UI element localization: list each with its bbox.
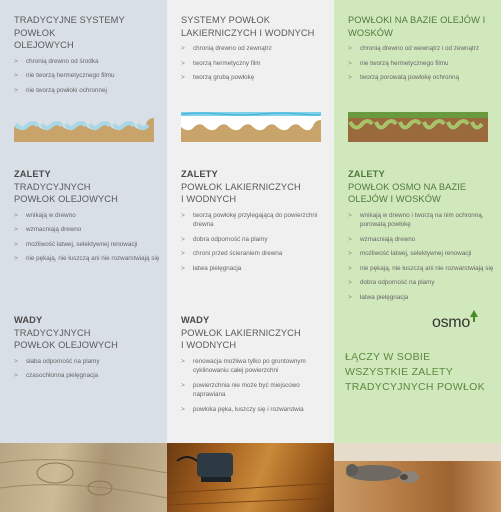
list-item: > tworzą hermetyczny film	[181, 59, 328, 69]
column-osmo-oil-wax	[334, 0, 501, 512]
photo-floor-sander	[167, 443, 334, 512]
tree-icon	[469, 310, 479, 322]
list-item: > renowacja możliwa tylko po gruntownym cyklinowaniu całej powierzchni	[181, 357, 328, 376]
list-item: > wnikają w drewno i tworzą na nim ochronną, porowatą powłokę	[348, 211, 495, 230]
list-item: > czasochłonna pielęgnacja	[14, 371, 161, 381]
list-item: > wnikają w drewno	[14, 211, 161, 221]
osmo-logo	[432, 314, 470, 332]
photo-cat-on-floor	[334, 443, 501, 512]
list-item: > nie pękają, nie łuszczą ani nie rozwarstwiają się	[14, 254, 161, 264]
list-item: > chronią drewno od środka	[14, 57, 161, 67]
col1-advantages	[14, 168, 161, 269]
list-item: > dobra odporność na plamy	[181, 235, 328, 245]
tagline: ŁĄCZY W SOBIE WSZYSTKIE ZALETY TRADYCYJNYCH POWŁOK	[345, 351, 485, 393]
list-item: > chronią drewno od zewnątrz	[181, 44, 328, 54]
col2-advantages	[181, 168, 328, 278]
col3-title-line1: POWŁOKI NA BAZIE OLEJÓW I	[348, 15, 486, 25]
col2-disadvantages	[181, 314, 328, 419]
col2-advantages-label: ZALETY	[181, 169, 218, 179]
list-item: > możliwość łatwej, selektywnej renowacji	[14, 240, 161, 250]
osmo-oil-wax-illustration	[348, 112, 488, 142]
col2-disadvantages-subtitle: POWŁOK LAKIERNICZYCH I WODNYCH	[181, 327, 301, 350]
list-item: > nie tworzą hermetycznego filmu	[348, 59, 495, 69]
col2-advantages-subtitle: POWŁOK LAKIERNICZYCH I WODNYCH	[181, 181, 301, 204]
list-item: > nie pękają, nie łuszczą ani nie rozwarstwiają się	[348, 264, 495, 274]
sander-image	[167, 443, 334, 512]
list-item: > powierzchnia nie może być miejscowo naprawiana	[181, 381, 328, 400]
list-item: > wzmacniają drewno	[348, 235, 495, 245]
list-item: > wzmacniają drewno	[14, 225, 161, 235]
photo-worn-floor	[0, 443, 167, 512]
col1-title-line1: TRADYCYJNE SYSTEMY POWŁOK	[14, 15, 125, 38]
col3-advantages-subtitle: POWŁOK OSMO NA BAZIE OLEJÓW I WOSKÓW	[348, 181, 467, 204]
list-item: > możliwość łatwej, selektywnej renowacji	[348, 249, 495, 259]
col2-title-line1: SYSTEMY POWŁOK	[181, 15, 271, 25]
list-item: > łatwa pielęgnacja	[181, 264, 328, 274]
list-item: > chroni przed ścieraniem drewna	[181, 249, 328, 259]
list-item: > dobra odporność na plamy	[348, 278, 495, 288]
col3-header	[348, 14, 495, 88]
col1-disadvantages-subtitle: TRADYCYJNYCH POWŁOK OLEJOWYCH	[14, 327, 118, 350]
col1-disadvantages	[14, 314, 161, 386]
list-item: > powłoka pęka, łuszczy się i rozwarstwia	[181, 405, 328, 415]
col3-advantages-label: ZALETY	[348, 169, 385, 179]
list-item: > nie tworzą hermetycznego filmu	[14, 71, 161, 81]
osmo-logo-text: osmo	[432, 314, 470, 331]
list-item: > słaba odporność na plamy	[14, 357, 161, 367]
worn-floor-image	[0, 443, 167, 512]
list-item: > nie tworzą powłoki ochronnej	[14, 86, 161, 96]
col2-disadvantages-label: WADY	[181, 315, 210, 325]
column-traditional-oil	[0, 0, 167, 512]
lacquer-film-illustration	[181, 112, 321, 142]
col1-header	[14, 14, 161, 100]
col1-advantages-label: ZALETY	[14, 169, 51, 179]
col2-header	[181, 14, 328, 88]
col3-title-line2: WOSKÓW	[348, 27, 394, 38]
col1-disadvantages-label: WADY	[14, 315, 43, 325]
cat-image	[334, 443, 501, 512]
list-item: > tworzą porowatą powłokę ochronną	[348, 73, 495, 83]
col2-title-line2: LAKIERNICZYCH I WODNYCH	[181, 27, 315, 38]
list-item: > łatwa pielęgnacja	[348, 293, 495, 303]
col1-advantages-subtitle: TRADYCYJNYCH POWŁOK OLEJOWYCH	[14, 181, 118, 204]
col1-features	[14, 57, 161, 96]
list-item: > chronią drewno od wewnątrz i od zewnątrz	[348, 44, 495, 54]
list-item: > tworzą grubą powłokę	[181, 73, 328, 83]
list-item: > tworzą powłokę przylegającą do powierzchni drewna	[181, 211, 328, 230]
oil-penetration-illustration	[14, 112, 154, 142]
col1-title-line2: OLEJOWYCH	[14, 40, 74, 50]
col3-advantages	[348, 168, 495, 307]
column-lacquer-water	[167, 0, 334, 512]
